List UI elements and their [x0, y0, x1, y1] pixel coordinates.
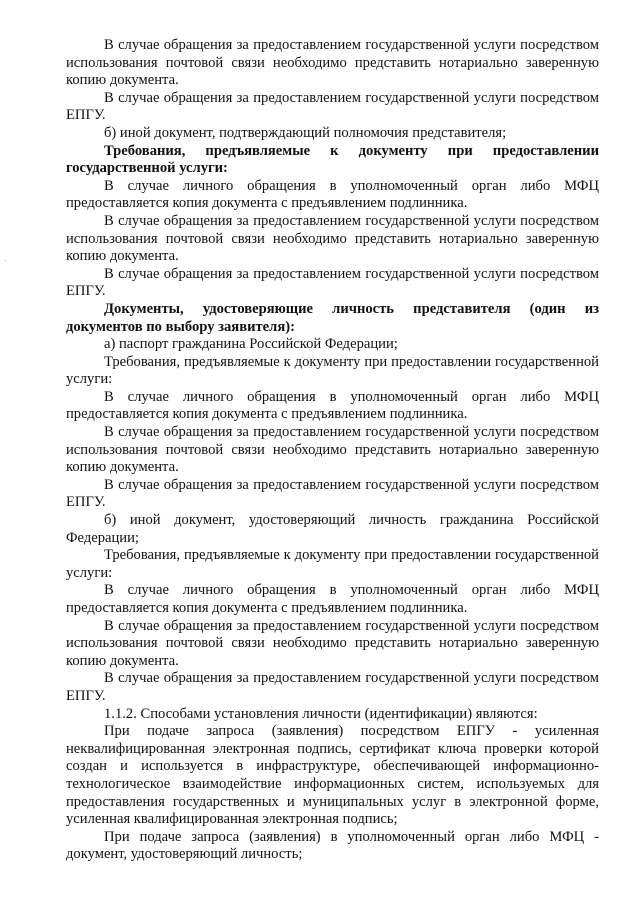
- section-heading: Документы, удостоверяющие личность представителя (один из документов по выбору заявителя):: [66, 300, 599, 335]
- body-paragraph: Требования, предъявляемые к документу при предоставлении государственной услуги:: [66, 547, 599, 581]
- body-paragraph: В случае обращения за предоставлением государственной услуги посредством ЕПГУ.: [66, 89, 599, 124]
- body-paragraph: В случае обращения за предоставлением государственной услуги посредством использования почтовой связи необходимо представить нотариально заверенную копию документа.: [66, 37, 599, 89]
- body-paragraph: В случае личного обращения в уполномоченный орган либо МФЦ предоставляется копия документа с предъявлением подлинника.: [66, 388, 599, 423]
- body-paragraph: В случае обращения за предоставлением государственной услуги посредством использования почтовой связи необходимо представить нотариально заверенную копию документа.: [66, 617, 599, 669]
- body-paragraph: 1.1.2. Способами установления личности (идентификации) являются:: [104, 705, 538, 722]
- body-paragraph: а) паспорт гражданина Российской Федерации;: [104, 336, 398, 353]
- margin-mark: [5, 260, 6, 261]
- body-paragraph: При подаче запроса (заявления) в уполномоченный орган либо МФЦ - документ, удостоверяющий личность;: [66, 828, 599, 863]
- body-paragraph: В случае личного обращения в уполномоченный орган либо МФЦ предоставляется копия документа с предъявлением подлинника.: [66, 177, 599, 212]
- section-heading: Требования, предъявляемые к документу при предоставлении государственной услуги:: [66, 142, 599, 177]
- body-paragraph: б) иной документ, удостоверяющий личность гражданина Российской Федерации;: [66, 512, 599, 546]
- body-paragraph: В случае обращения за предоставлением государственной услуги посредством ЕПГУ.: [66, 476, 599, 511]
- body-paragraph: В случае обращения за предоставлением государственной услуги посредством использования почтовой связи необходимо представить нотариально заверенную копию документа.: [66, 212, 599, 265]
- body-paragraph: В случае личного обращения в уполномоченный орган либо МФЦ предоставляется копия документа с предъявлением подлинника.: [66, 582, 599, 616]
- body-paragraph: В случае обращения за предоставлением государственной услуги посредством ЕПГУ.: [66, 670, 599, 704]
- body-paragraph: Требования, предъявляемые к документу при предоставлении государственной услуги:: [66, 353, 599, 388]
- body-paragraph: В случае обращения за предоставлением государственной услуги посредством использования почтовой связи необходимо представить нотариально заверенную копию документа.: [66, 424, 599, 476]
- body-paragraph: При подаче запроса (заявления) посредством ЕПГУ - усиленная неквалифицированная электронная подпись, сертификат ключа проверки которой создан и используется в инфраструктуре, обеспечивающей информационно-технологическое взаимодействие информационных систем, используемых для предоставления государственных и муниципальных услуг в электронной форме, усиленная квалифицированная электронная подпись;: [66, 723, 599, 828]
- body-paragraph: б) иной документ, подтверждающий полномочия представителя;: [104, 124, 507, 141]
- document-page: [66, 37, 599, 864]
- body-paragraph: В случае обращения за предоставлением государственной услуги посредством ЕПГУ.: [66, 265, 599, 300]
